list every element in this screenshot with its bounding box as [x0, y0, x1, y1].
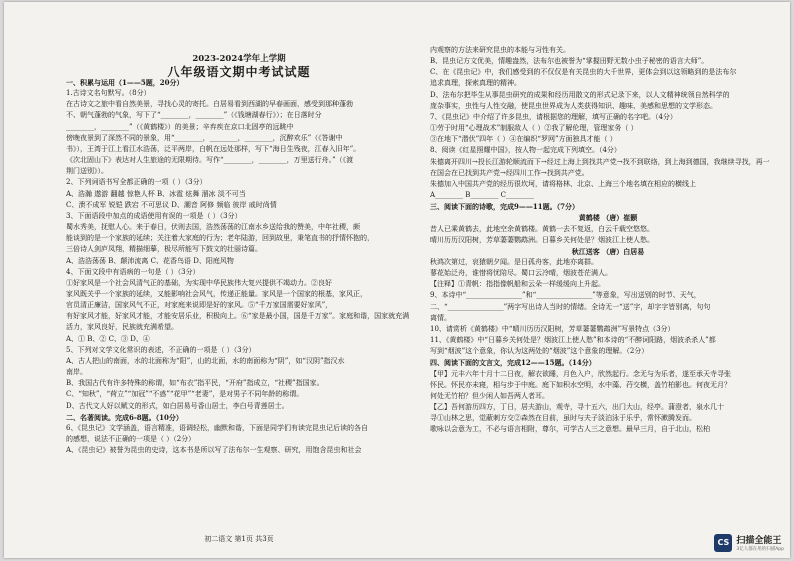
text-line: 在古诗文之旅中看自然美景，寻找心灵的寄托。白居易看到西湖的早春画面，感受到那种蓬勃 [66, 100, 353, 109]
brand-name: 扫描全能王 [736, 536, 782, 546]
scanner-watermark [714, 533, 784, 552]
text-line: 2、下列词语书写全都正确的一项（ ）（3分） [66, 178, 207, 187]
text-line: 黄鹤楼 （唐）崔颢 [578, 213, 638, 223]
text-line: A、浩瀚 遨游 翻越 惊艳人杯 B、冰雹 炫舞 溜冰 淡不可当 [66, 189, 246, 198]
text-line: 朱德加入中国共产党的经历很坎坷，请将格林、北京、上海三个地名填在相应的横线上 [430, 179, 696, 188]
text-line: 【注释】①青帆：指指像帆船和云朵一样缓缓向上升起。 [430, 280, 605, 289]
page-footer: 初二语文 第1页 共3页 [204, 535, 274, 543]
text-line: 荆门送别》）。 [66, 167, 108, 176]
text-line: 1.古诗文名句默写。（8分） [66, 89, 151, 98]
text-line: ①劳于时用“心理战术”制服敌人（ ）②我了解伦理，管理家务（ ） [430, 124, 638, 133]
text-line: D、法布尔把毕生从事昆虫研究的成果和经历用散文的形式记录下来，以人文精神统领自然科学的 [430, 90, 730, 99]
text-line: 何处无竹柏？但少闲人如吾两人者耳。 [430, 391, 549, 400]
text-line: 官员清正廉洁，国家风气不正，对家庭来说即是好的家风。⑤“千万家国需要好家风”， [66, 301, 333, 310]
text-line: A、《昆虫记》被誉为昆虫的史诗，这本书是所以写了法布尔一生观察、研究，用饱含昆虫和社会 [66, 446, 362, 455]
camscanner-logo-icon: CS [714, 534, 732, 552]
text-line: C、在《昆虫记》中，我们感受到的不仅仅是有关昆虫的大千世界，更体会到以这领略到的是法布尔 [430, 68, 737, 77]
text-line: 二、“________________”两字写出诗人当时的情绪。全诗无一“送”字，却字字皆别离，句句 [430, 302, 711, 311]
text-line: 内观察的方法来研究昆虫的本能与习性有关。 [430, 46, 570, 54]
text-line: C、溃不成军 锐铠 跌宕 不可思议 D、潮音 阿修 频临 彼岸 戚时尚情 [66, 200, 277, 209]
text-line: 9、本诗中“________________”和“________________”等意象，写出送别的时节、天气， [430, 291, 701, 300]
text-line: A________ B________ C________ [430, 191, 535, 200]
text-line: 有好家风才能，好家风才能，才能安居乐业，积极向上。⑥“家是最小国，国是千万家”。家庭和谐，国家就充满 [66, 312, 410, 321]
text-line: 南岸。 [66, 368, 87, 377]
text-line: 8、阅读《红星照耀中国》，按人物一起完成下列填空。（4分） [430, 146, 621, 155]
text-line: 写到“烟波”这个意象，你认为这两处的“烟波”这个意象的理解。（2分） [430, 347, 649, 356]
text-line: A、古人把山的南面，水的北面称为“阳”，山的北面，水的南面称为“阴”，如“汉阴”指汉水 [66, 356, 345, 365]
text-line: 一、积累与运用（1——5题，20分） [66, 78, 184, 87]
right-column [422, 2, 786, 558]
text-line: 【甲】元丰六年十月十二日夜，解衣欲睡，月色入户，欣然起行。念无与为乐者，遂至承天寺寻张 [430, 369, 731, 378]
text-line: C、“知秋”，“荷立”“加冠”“不惑”“花甲”“老妻”，是对男子不同年龄的称谓。 [66, 390, 304, 399]
text-line: A、浩浩荡荡 B、颠沛流离 C、花香鸟语 D、阳庭风物 [66, 256, 234, 265]
text-line: A、① B、② C、③ D、④ [66, 334, 150, 343]
text-line: B、我国古代有许多特殊的称谓，如“布衣”指平民，“开府”指成立，“社稷”指国家。 [66, 379, 324, 388]
text-line: 家风既关乎一个家族的延续，又能影响社会风气，传递正能量。家风是一个国家的根基，家风正， [66, 289, 367, 298]
text-line: 7、《昆虫记》中介绍了许多昆虫，请根据您的理解，填写正确的名字吧。（4分） [430, 112, 677, 121]
text-line: D、古代文人好以赋文的形式，如白居易号香山居士，李白号青莲居士。 [66, 401, 289, 410]
text-line: 秋江送客 （唐）白居易 [571, 246, 645, 256]
text-line: 秋鸿次第过，哀猿朝夕闻。是日孤舟客，此地亦离群。 [430, 257, 598, 266]
text-line: 4、下面文段中有语病的一句是（ ）（3分） [66, 267, 200, 276]
right-text-body [430, 45, 786, 435]
text-line: 歌咏以会意为工，不必与语言相附，尊尔，可学古人三之意想。最早三月，自于北山，松柏 [430, 425, 710, 434]
exam-header: 2023-2024学年上学期 [192, 54, 286, 64]
text-line: 不、朝气蓬勃的气象，写下了“________，________”（《钱塘湖春行》）；在日落时分 [66, 111, 322, 120]
text-line: 在国会在已找到共产党→经四川工作→找到共产党。 [430, 168, 589, 177]
text-line: 朱德离开四川→投长江游轮顺流而下→经过上海上到找共产党→找不到联络，到上海到德国，我继续寻找，再一 [430, 157, 770, 166]
text-line: ①好家风是一个社会风清气正的基础，为实现中华民族伟大复兴提供不竭动力。②良好 [66, 278, 332, 287]
text-line: 能谈到的是一个家族的延续；关注着大家庭的行为；老年陆游，回到故里，秉笔直书的抒情怀抱的， [66, 234, 374, 243]
text-line: 昔人已乘黄鹤去，此地空余黄鹤楼。黄鹤一去不复返，白云千载空悠悠。 [430, 224, 654, 233]
text-line: 蓼花始泛舟，谁惜将忧陪尽。蜀口云冷晴，烟波苍茫满人。 [430, 269, 612, 278]
text-line: 10、请赏析《黄鹤楼》中“晴川历历汉阳树，芳草萋萋鹦鹉洲”写景特点（3分） [430, 324, 675, 333]
text-line: 蜀水秀美，抚慰人心。来于春日，伏则去国，浩然荡荡的江南水乡送给我的赞美，中年社稷，颇 [66, 223, 360, 232]
text-line: 庞杂事实，虫性与人性交融，使昆虫世界成为人类获得知识、趣味、美感和思想的文学形态。 [430, 101, 717, 110]
text-line: 【乙】吾何游历四方，丁日，居夫游山，观寺，寻十五六，出门大山，经亭。蒲澄者，泉水几十 [430, 403, 724, 411]
text-line: 书》），王湾于江上看江水浩荡，泛平两岸，白帆在远处那样，写下“海日生残夜，江春入旧年”。 [66, 144, 361, 153]
text-line: ③在地下“潜伏”四年（ ）④在编织“罗网”方面独具才能（ ） [430, 135, 617, 144]
text-line: 追求真理，探索真理的精神。 [430, 79, 521, 88]
text-line: 四、阅读下面的文言文，完成12——15题。（14分） [430, 358, 596, 368]
text-line: 三、阅读下面的诗歌，完成9——11题。（7分） [430, 202, 579, 212]
text-line: 怀民。怀民亦未寝，相与步于中庭。庭下如积水空明，水中藻、荇交横，盖竹柏影也。何夜无月？ [430, 380, 731, 389]
text-line: 傍晚夜景到了深然不同的景象，用“________，________，________，沉醉欢乐”（《答谢中 [66, 133, 343, 142]
text-line: 11、《黄鹤楼》中“日暮乡关何处是？烟波江上使人愁”和本诗的“不醉词阳路，烟波杀杀人”都 [430, 336, 716, 345]
text-line: 三倍诗人剑庐凤翔，精描细摹，极尽所能写下鼓文的壮丽诗篇。 [66, 245, 262, 254]
text-line: 晴川历历汉阳树，芳草萋萋鹦鹉洲。日暮乡关何处是？烟波江上使人愁。 [430, 235, 654, 244]
text-line: 6、《昆虫记》文学涵盖，语言精准，语调轻松，幽默和谐，下面是同学们有读完昆虫记后读的各自 [66, 423, 368, 432]
left-column [58, 2, 420, 558]
text-line: 离情。 [430, 313, 451, 322]
text-line: B、昆虫记方文优美，情趣盎然，法布尔也被誉为“掌握田野无数小虫子秘密的语言大师”。 [430, 57, 709, 66]
text-line: 寻①山林之思，觉蔽刺方交②森然在目前，虽时与夫子淡泊泳于乐乎，常怀漱腾发而。 [430, 414, 696, 423]
text-line: 的感想，说法不正确的一项是（ ）（2分） [66, 435, 196, 443]
brand-subtitle: 3亿人都在用的扫描App [736, 547, 784, 552]
text-line: ________，________”（《黄鹤楼》）的美景；辛弃疾在京口北固亭的远眺中 [66, 122, 294, 131]
text-line: 3、下面语段中加点的成语使用有误的一项是（ ）（3分） [66, 211, 242, 220]
exam-title: 八年级语文期中考试试题 [167, 65, 311, 79]
text-line: 《次北固山下》表达对人生旅途的无限期待。写作“________，________，万里送行舟。”（《渡 [66, 156, 354, 165]
exam-sheet [4, 2, 790, 558]
left-text-body [66, 77, 420, 456]
text-line: 活力，家风良好，民族就充满希望。 [66, 323, 178, 332]
text-line: 5、下列对文学文化常识的表述，不正确的一项是（ ）（3分） [66, 345, 256, 354]
text-line: 二、名著阅读。完成6-8题。（10分） [66, 412, 183, 422]
